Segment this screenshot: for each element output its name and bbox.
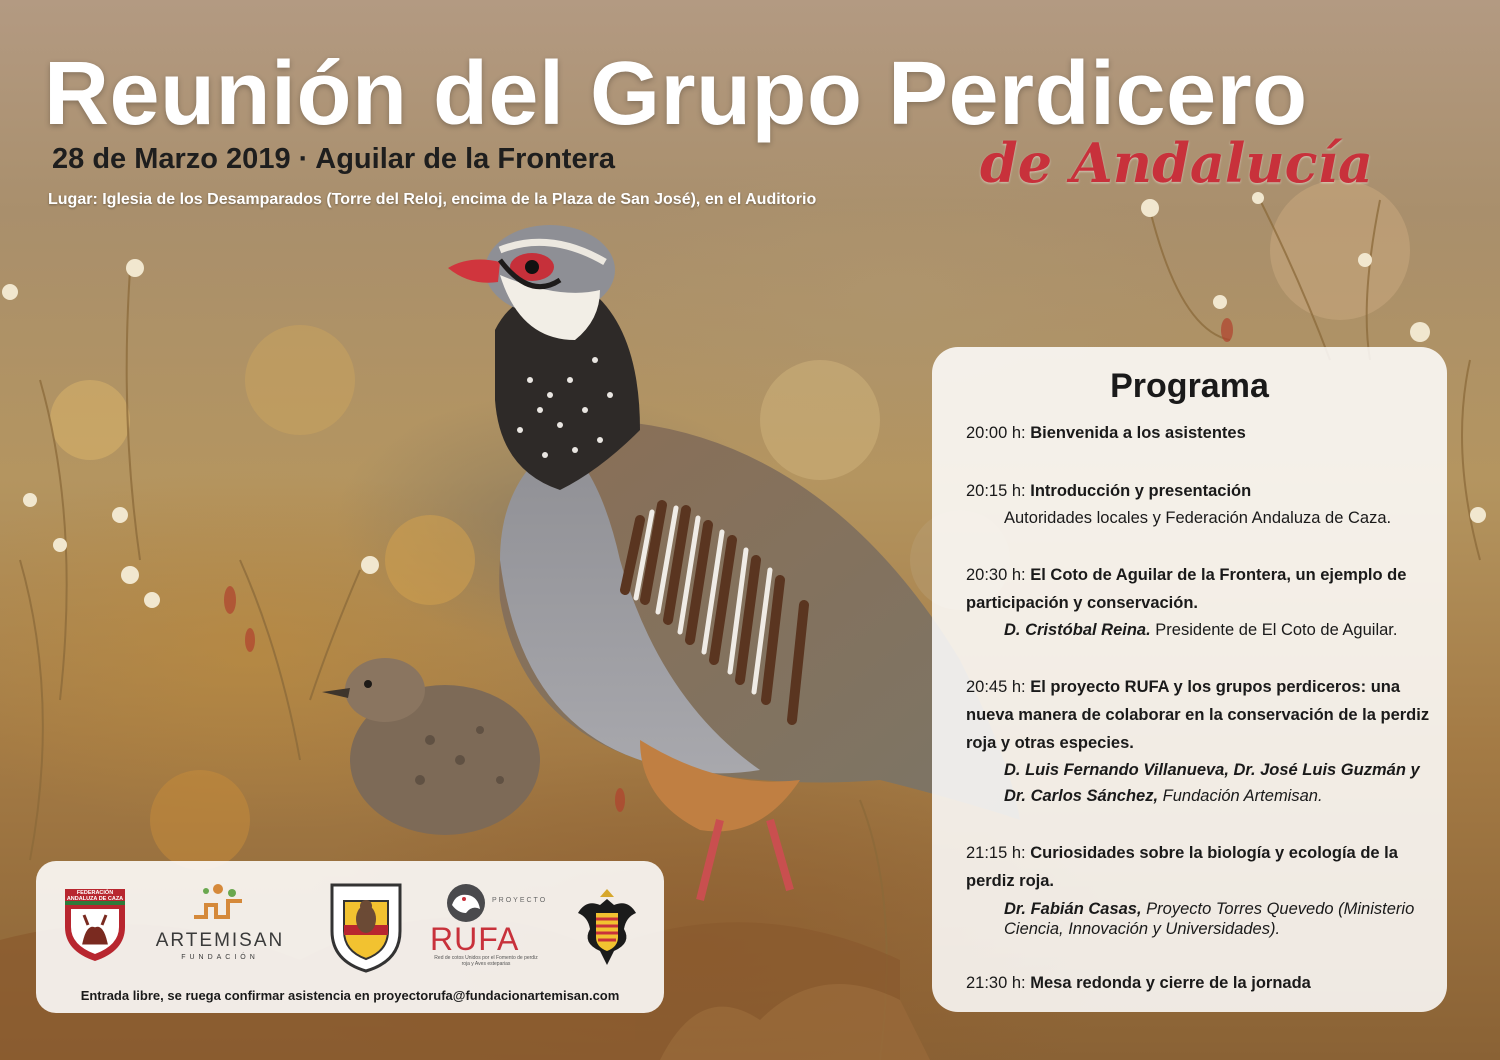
poster-subtitle: de Andalucía	[980, 131, 1373, 195]
program-speaker: Dr. Fabián Casas,	[1004, 900, 1142, 918]
rufa-tag: PROYECTO	[492, 897, 548, 904]
program-item	[966, 969, 1435, 997]
program-title: Bienvenida a los asistentes	[1030, 424, 1246, 442]
aguilar-coat-of-arms-icon	[574, 883, 640, 973]
rufa-description: Red de cotos Unidos por el Fomento de perdiz roja y Aves esteparias	[434, 955, 538, 967]
program-detail: Autoridades locales y Federación Andaluza de Caza.	[1004, 509, 1392, 527]
program-affiliation: Presidente de El Coto de Aguilar.	[1155, 621, 1398, 639]
event-date-place: 28 de Marzo 2019 · Aguilar de la Frontera	[52, 143, 615, 175]
program-item	[966, 561, 1435, 643]
program-time: 21:30 h:	[966, 974, 1026, 992]
program-panel	[932, 347, 1447, 1012]
artemisan-logo-icon	[188, 881, 248, 925]
program-time: 20:45 h:	[966, 678, 1026, 696]
event-venue: Lugar: Iglesia de los Desamparados (Torre del Reloj, encima de la Plaza de San José), en el Auditorio	[48, 191, 817, 208]
program-time: 20:30 h:	[966, 566, 1026, 584]
rufa-name: RUFA	[430, 921, 520, 957]
program-speaker: D. Cristóbal Reina.	[1004, 621, 1151, 639]
attendance-note: Entrada libre, se ruega confirmar asistencia en proyectorufa@fundacionartemisan.com	[80, 988, 620, 1003]
federacion-line2: ANDALUZA DE CAZA	[66, 896, 124, 902]
program-speaker-line	[966, 617, 1435, 643]
program-item	[966, 477, 1435, 531]
program-affiliation: Fundación Artemisan.	[1162, 787, 1323, 805]
federacion-line1: FEDERACIÓN	[76, 890, 114, 896]
program-item	[966, 839, 1435, 939]
program-affiliation: Proyecto Torres Quevedo (Ministerio Ciencia, Innovación y Universidades).	[1004, 900, 1415, 938]
program-time: 20:00 h:	[966, 424, 1026, 442]
artemisan-subtitle: FUNDACIÓN	[181, 954, 259, 961]
program-heading: Programa	[1110, 367, 1269, 405]
coto-club-seal-icon	[326, 879, 406, 975]
program-title: Mesa redonda y cierre de la jornada	[1030, 974, 1311, 992]
rufa-partridge-icon	[442, 883, 490, 923]
program-time: 20:15 h:	[966, 482, 1026, 500]
program-item	[966, 419, 1435, 447]
federacion-shield-icon	[62, 885, 128, 963]
program-item	[966, 673, 1435, 809]
program-title: Introducción y presentación	[1030, 482, 1252, 500]
program-time: 21:15 h:	[966, 844, 1026, 862]
program-title: Curiosidades sobre la biología y ecología de la perdiz roja.	[966, 844, 1398, 890]
program-title: El proyecto RUFA y los grupos perdiceros: una nueva manera de colaborar en la conservación de la perdiz roja y otras especies.	[966, 678, 1430, 752]
poster-title: Reunión del Grupo Perdicero	[44, 44, 1308, 144]
artemisan-name: ARTEMISAN	[155, 930, 285, 951]
program-title: El Coto de Aguilar de la Frontera, un ejemplo de participación y conservación.	[966, 566, 1407, 612]
program-speaker-line	[966, 757, 1435, 809]
partridge-chick	[322, 658, 540, 835]
sponsor-logos-panel	[36, 861, 664, 1013]
program-speaker: D. Luis Fernando Villanueva, Dr. José Luis Guzmán y Dr. Carlos Sánchez,	[1004, 761, 1420, 805]
program-speaker-line	[966, 895, 1435, 939]
